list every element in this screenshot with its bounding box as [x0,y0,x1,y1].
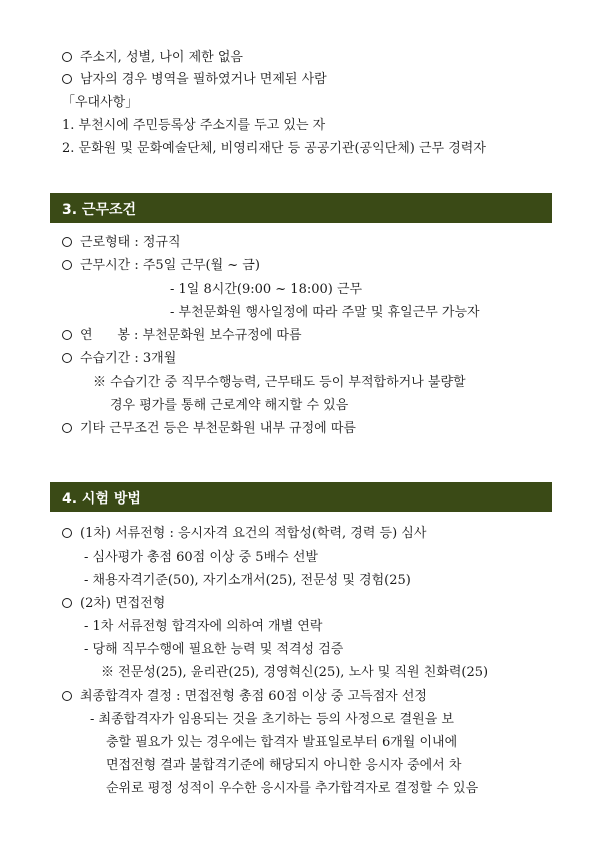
round-1-detail-2: - 채용자격기준(50), 자기소개서(25), 전문성 및 경험(25) [84,573,411,588]
eligibility-item-2 [62,72,327,88]
circle-bullet-icon [62,598,72,608]
section-3-header [50,193,552,223]
work-hours-text: 근무시간 : 주5일 근무(월 ~ 금) [80,258,260,273]
probation-text: 수습기간 : 3개월 [80,351,177,366]
circle-bullet-icon [62,423,72,433]
round-2 [62,596,165,612]
salary-text: 연 봉 : 부천문화원 보수규정에 따름 [80,328,302,343]
circle-bullet-icon [62,52,72,62]
circle-bullet-icon [62,528,72,538]
round-2-text: (2차) 면접전형 [80,596,166,611]
section-3-title: 3. 근무조건 [62,202,137,218]
work-hours [62,258,260,274]
other-conditions-text: 기타 근무조건 등은 부천문화원 내부 규정에 따름 [80,421,356,436]
work-type-text: 근로형태 : 정규직 [80,235,181,250]
circle-bullet-icon [62,260,72,270]
section-4-header [50,482,552,512]
final-detail-1: - 최종합격자가 임용되는 것을 초기하는 등의 사정으로 결원을 보 [90,712,454,727]
round-1-text: (1차) 서류전형 : 응시자격 요건의 적합성(학력, 경력 등) 심사 [80,526,427,541]
probation-note-1: ※ 수습기간 중 직무수행능력, 근무태도 등이 부적합하거나 불량할 [93,375,466,390]
work-hours-detail-2: - 부천문화원 행사일정에 따라 주말 및 휴일근무 가능자 [170,305,480,320]
preference-item-2: 2. 문화원 및 문화예술단체, 비영리재단 등 공공기관(공익단체) 근무 경력자 [62,141,486,156]
circle-bullet-icon [62,353,72,363]
final-selection-text: 최종합격자 결정 : 면접전형 총점 60점 이상 중 고득점자 선정 [80,689,427,704]
final-selection [62,689,427,705]
final-detail-3: 면접전형 결과 불합격기준에 해당되지 아니한 응시자 중에서 차 [106,758,462,773]
eligibility-item-1 [62,50,243,66]
final-detail-2: 충할 필요가 있는 경우에는 합격자 발표일로부터 6개월 이내에 [106,735,458,750]
section-4-title: 4. 시험 방법 [62,491,141,507]
preference-title: 「우대사항」 [62,95,139,110]
work-hours-detail-1: - 1일 8시간(9:00 ~ 18:00) 근무 [170,282,363,297]
probation [62,351,176,367]
round-1-detail-1: - 심사평가 총점 60점 이상 중 5배수 선발 [84,550,318,565]
circle-bullet-icon [62,237,72,247]
preference-item-1: 1. 부천시에 주민등록상 주소지를 두고 있는 자 [62,118,326,133]
final-detail-4: 순위로 평정 성적이 우수한 응시자를 추가합격자로 결정할 수 있음 [106,781,479,796]
round-1 [62,526,426,542]
eligibility-item-2-text: 남자의 경우 병역을 필하였거나 면제된 사람 [80,72,327,87]
circle-bullet-icon [62,691,72,701]
round-2-detail-2: - 당해 직무수행에 필요한 능력 및 적격성 검증 [84,642,344,657]
eligibility-item-1-text: 주소지, 성별, 나이 제한 없음 [80,50,243,65]
probation-note-2: 경우 평가를 통해 근로계약 해지할 수 있음 [110,398,349,413]
circle-bullet-icon [62,74,72,84]
circle-bullet-icon [62,330,72,340]
salary [62,328,302,344]
other-conditions [62,421,356,437]
round-2-detail-1: - 1차 서류전형 합격자에 의하여 개별 연락 [84,619,323,634]
work-type [62,235,181,251]
round-2-note: ※ 전문성(25), 윤리관(25), 경영혁신(25), 노사 및 직원 친화력(25) [101,665,489,680]
